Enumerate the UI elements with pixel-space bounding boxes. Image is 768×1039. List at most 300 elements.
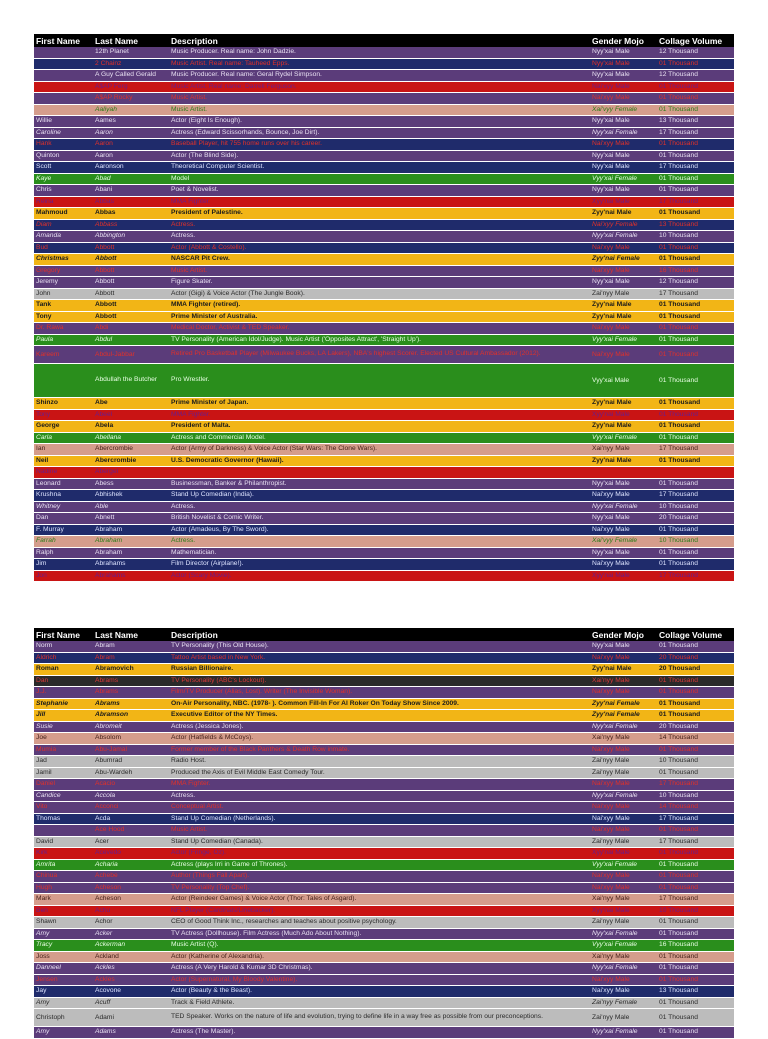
cell-collage-volume: [657, 467, 734, 479]
cell-collage-volume: 01 Thousand: [657, 963, 734, 975]
table-row: [34, 254, 734, 266]
cell-last-name: Abram: [93, 641, 169, 652]
cell-gender-mojo: Vyy'xai Female: [590, 173, 657, 185]
cell-gender-mojo: Nai'xyy Male: [590, 652, 657, 664]
cell-description: MMA Fighter.: [169, 409, 590, 421]
cell-description: Retired Pro Basketball Player (Milwaukee Bucks, LA Lakers), NBA's highest Scorer. Elected US Cultural Ambassador (2012).: [169, 346, 590, 364]
cell-first-name: [34, 70, 93, 82]
cell-collage-volume: 17 Thousand: [657, 813, 734, 825]
cell-last-name: Abercrombie: [93, 455, 169, 467]
cell-gender-mojo: Xai'vyy Female: [590, 104, 657, 116]
table-row: [34, 570, 734, 582]
table-row: [34, 323, 734, 335]
cell-description: MMA Fighter (retired).: [169, 300, 590, 312]
cell-first-name: David: [34, 836, 93, 848]
cell-description: Actress.: [169, 536, 590, 548]
cell-first-name: Caroline: [34, 127, 93, 139]
cell-gender-mojo: Nyy'xai Female: [590, 1027, 657, 1039]
table-row: [34, 882, 734, 894]
table-row: [34, 513, 734, 525]
cell-collage-volume: 01 Thousand: [657, 139, 734, 151]
cell-collage-volume: 01 Thousand: [657, 710, 734, 722]
cell-last-name: Abu-Jamal: [93, 744, 169, 756]
cell-gender-mojo: Nyy'xai Male: [590, 513, 657, 525]
cell-collage-volume: 20 Thousand: [657, 652, 734, 664]
cell-gender-mojo: Zyy'nai Male: [590, 311, 657, 323]
cell-description: Music Producer. Real name: Geral Rydel Simpson.: [169, 70, 590, 82]
cell-last-name: Ace Hood: [93, 825, 169, 837]
cell-collage-volume: 01 Thousand: [657, 882, 734, 894]
cell-collage-volume: 17 Thousand: [657, 196, 734, 208]
cell-collage-volume: 10 Thousand: [657, 905, 734, 917]
cell-collage-volume: 10 Thousand: [657, 231, 734, 243]
cell-last-name: Able: [93, 501, 169, 513]
cell-description: Music Artist. Real name: Darrell Ferguson.: [169, 81, 590, 93]
cell-description: CEO of Good Think Inc., researches and teaches about positive psychology.: [169, 917, 590, 929]
cell-gender-mojo: Nyy'xai Male: [590, 162, 657, 174]
celebrity-table-2: [34, 628, 734, 1039]
cell-collage-volume: 01 Thousand: [657, 432, 734, 444]
cell-collage-volume: 01 Thousand: [657, 859, 734, 871]
cell-collage-volume: 20 Thousand: [657, 513, 734, 525]
table-row: [34, 871, 734, 883]
cell-collage-volume: 20 Thousand: [657, 664, 734, 676]
cell-gender-mojo: Nyy'xai Female: [590, 928, 657, 940]
cell-description: Actor (Supernatural, My Bloody Valentine).: [169, 974, 590, 986]
cell-collage-volume: 13 Thousand: [657, 116, 734, 128]
cell-gender-mojo: Nai'xyy Male: [590, 139, 657, 151]
cell-first-name: John: [34, 288, 93, 300]
table-row: [34, 951, 734, 963]
cell-first-name: Krushna: [34, 490, 93, 502]
cell-gender-mojo: Nyy'xai Male: [590, 150, 657, 162]
cell-collage-volume: 16 Thousand: [657, 940, 734, 952]
cell-gender-mojo: Zai'nyy Male: [590, 836, 657, 848]
cell-description: Actor (Scary Movie).: [169, 570, 590, 582]
cell-description: Tattoo Artist based in New York.: [169, 652, 590, 664]
table-row: [34, 478, 734, 490]
table-row: [34, 467, 734, 479]
table-row: [34, 524, 734, 536]
cell-first-name: Candice: [34, 790, 93, 802]
cell-first-name: Carla: [34, 432, 93, 444]
cell-last-name: Adams: [93, 1027, 169, 1039]
cell-gender-mojo: Xai'vyy Female: [590, 536, 657, 548]
header-gender-mojo: Gender Mojo: [590, 628, 657, 641]
cell-collage-volume: 01 Thousand: [657, 641, 734, 652]
cell-description: Music Artist.: [169, 265, 590, 277]
cell-description: MMA Fighter.: [169, 779, 590, 791]
cell-gender-mojo: Nyy'xai Female: [590, 790, 657, 802]
cell-last-name: Acconci: [93, 802, 169, 814]
cell-first-name: Mumia: [34, 744, 93, 756]
cell-first-name: [34, 104, 93, 116]
cell-first-name: Tony: [34, 311, 93, 323]
cell-description: Actress.: [169, 501, 590, 513]
cell-collage-volume: 12 Thousand: [657, 70, 734, 82]
cell-last-name: Abbott: [93, 288, 169, 300]
cell-gender-mojo: Nai'xyy Male: [590, 323, 657, 335]
cell-gender-mojo: Vyy'xai Female: [590, 432, 657, 444]
table-row: [34, 288, 734, 300]
cell-gender-mojo: Xai'nyy Male: [590, 951, 657, 963]
cell-last-name: Abromeit: [93, 721, 169, 733]
cell-last-name: Abhishek: [93, 490, 169, 502]
cell-description: Music Artist. Real name: Tauheed Epps.: [169, 58, 590, 70]
cell-first-name: Mahmoud: [34, 208, 93, 220]
cell-gender-mojo: Nyy'xai Male: [590, 58, 657, 70]
table-row: [34, 173, 734, 185]
cell-description: Film Director (Airplane!).: [169, 559, 590, 571]
cell-gender-mojo: Nyy'xai Male: [590, 47, 657, 58]
table-row: [34, 421, 734, 433]
cell-collage-volume: 17 Thousand: [657, 894, 734, 906]
cell-first-name: Hugh: [34, 882, 93, 894]
cell-first-name: Dan: [34, 675, 93, 687]
table-body-2: [34, 641, 734, 1038]
table-row: [34, 664, 734, 676]
table-row: [34, 963, 734, 975]
cell-collage-volume: 12 Thousand: [657, 277, 734, 289]
cell-description: Actress (A Very Harold & Kumar 3D Christmas).: [169, 963, 590, 975]
cell-collage-volume: 01 Thousand: [657, 421, 734, 433]
cell-collage-volume: 01 Thousand: [657, 455, 734, 467]
cell-description: Theoretical Computer Scientist.: [169, 162, 590, 174]
cell-first-name: Mark: [34, 894, 93, 906]
cell-gender-mojo: Nyy'xai Female: [590, 501, 657, 513]
table-row: [34, 710, 734, 722]
cell-description: British Novelist & Comic Writer.: [169, 513, 590, 525]
cell-last-name: Aaron: [93, 139, 169, 151]
cell-description: Former member of the Black Panthers & Death Row inmate.: [169, 744, 590, 756]
cell-collage-volume: 01 Thousand: [657, 698, 734, 710]
cell-gender-mojo: Nai'xyy Male: [590, 802, 657, 814]
cell-collage-volume: 17 Thousand: [657, 836, 734, 848]
cell-last-name: Abbott: [93, 311, 169, 323]
cell-collage-volume: 10 Thousand: [657, 790, 734, 802]
cell-gender-mojo: Zyy'nai Male: [590, 300, 657, 312]
cell-last-name: 12th Planet: [93, 47, 169, 58]
cell-description: Actor (Fringe, Oz).: [169, 848, 590, 860]
cell-description: Stand Up Comedian (India).: [169, 490, 590, 502]
cell-gender-mojo: [590, 467, 657, 479]
cell-gender-mojo: Nai'xyy Male: [590, 242, 657, 254]
cell-collage-volume: 12 Thousand: [657, 47, 734, 58]
cell-last-name: Abela: [93, 421, 169, 433]
table-row: [34, 127, 734, 139]
cell-description: Baseball Player, hit 755 home runs over his career.: [169, 139, 590, 151]
cell-last-name: Acacio: [93, 779, 169, 791]
cell-collage-volume: 10 Thousand: [657, 501, 734, 513]
table-row: [34, 859, 734, 871]
table-row: [34, 733, 734, 745]
cell-first-name: [34, 93, 93, 105]
cell-description: TV Personality (Top Chef).: [169, 882, 590, 894]
cell-first-name: Dr. Rawa: [34, 323, 93, 335]
cell-gender-mojo: Nyy'xai Female: [590, 127, 657, 139]
cell-description: Actor (Amadeus, By The Sword).: [169, 524, 590, 536]
cell-first-name: Amrita: [34, 859, 93, 871]
cell-last-name: Abdul: [93, 334, 169, 346]
cell-first-name: Kareem: [34, 346, 93, 364]
cell-first-name: Jensen: [34, 974, 93, 986]
cell-gender-mojo: Nai'xyy Male: [590, 974, 657, 986]
cell-gender-mojo: Zai'nyy Male: [590, 1009, 657, 1027]
cell-last-name: Absolom: [93, 733, 169, 745]
cell-last-name: Abdullah the Butcher: [93, 364, 169, 398]
cell-gender-mojo: Zai'nyy Male: [590, 767, 657, 779]
cell-collage-volume: 01 Thousand: [657, 951, 734, 963]
cell-collage-volume: 01 Thousand: [657, 346, 734, 364]
header-first-name: First Name: [34, 628, 93, 641]
cell-first-name: Jim: [34, 559, 93, 571]
cell-first-name: Kirk: [34, 848, 93, 860]
cell-gender-mojo: Nai'xyy Male: [590, 81, 657, 93]
cell-description: Actress (The Master).: [169, 1027, 590, 1039]
cell-gender-mojo: Vyy'xai Male: [590, 364, 657, 398]
cell-gender-mojo: Zyy'nai Male: [590, 421, 657, 433]
cell-collage-volume: 17 Thousand: [657, 490, 734, 502]
cell-collage-volume: 01 Thousand: [657, 150, 734, 162]
cell-first-name: Daniel: [34, 779, 93, 791]
cell-gender-mojo: Nai'xyy Male: [590, 490, 657, 502]
cell-description: Prime Minister of Japan.: [169, 398, 590, 410]
cell-last-name: A Guy Called Gerald: [93, 70, 169, 82]
cell-description: Actress.: [169, 219, 590, 231]
cell-description: Executive Editor of the NY Times.: [169, 710, 590, 722]
cell-last-name: Abbington: [93, 231, 169, 243]
cell-gender-mojo: Nyy'xai Male: [590, 116, 657, 128]
cell-description: MMA Fighter.: [169, 196, 590, 208]
cell-first-name: Roman: [34, 664, 93, 676]
table-row: [34, 559, 734, 571]
cell-gender-mojo: Nai'xyy Male: [590, 779, 657, 791]
cell-last-name: Aaliyah: [93, 104, 169, 116]
cell-last-name: Abrahams: [93, 559, 169, 571]
cell-gender-mojo: Xai'nyy Male: [590, 733, 657, 745]
cell-first-name: Jamil: [34, 767, 93, 779]
table-row: [34, 836, 734, 848]
cell-description: President of Palestine.: [169, 208, 590, 220]
cell-gender-mojo: Zyy'nai Female: [590, 254, 657, 266]
header-collage-volume: Collage Volume: [657, 34, 734, 47]
cell-last-name: Abraham: [93, 547, 169, 559]
cell-collage-volume: 13 Thousand: [657, 986, 734, 998]
cell-last-name: Acker: [93, 928, 169, 940]
header-collage-volume: Collage Volume: [657, 628, 734, 641]
cell-first-name: F. Murray: [34, 524, 93, 536]
cell-first-name: Joe: [34, 733, 93, 745]
cell-description: Music Artist (Q).: [169, 940, 590, 952]
table-row: [34, 813, 734, 825]
cell-last-name: Abdi: [93, 323, 169, 335]
cell-collage-volume: 01 Thousand: [657, 58, 734, 70]
table-row: [34, 675, 734, 687]
cell-description: Film/TV Producer (Alias, Lost). Writer (The Invisible Woman).: [169, 687, 590, 699]
cell-last-name: Abani: [93, 185, 169, 197]
cell-first-name: Amanda: [34, 231, 93, 243]
cell-description: Actress.: [169, 231, 590, 243]
cell-last-name: Abbott: [93, 254, 169, 266]
cell-first-name: Vito: [34, 802, 93, 814]
table-row: [34, 1027, 734, 1039]
cell-first-name: Amy: [34, 928, 93, 940]
cell-description: Actor (Eight Is Enough).: [169, 116, 590, 128]
table-row: [34, 139, 734, 151]
table-row: [34, 974, 734, 986]
table-row: [34, 848, 734, 860]
cell-collage-volume: 01 Thousand: [657, 928, 734, 940]
cell-first-name: Nadine: [34, 467, 93, 479]
cell-first-name: [34, 81, 93, 93]
table-row: [34, 185, 734, 197]
cell-last-name: A$AP Rocky: [93, 93, 169, 105]
table-row: [34, 698, 734, 710]
cell-first-name: [34, 825, 93, 837]
cell-collage-volume: 01 Thousand: [657, 478, 734, 490]
table-row: [34, 986, 734, 998]
cell-gender-mojo: Zyy'nai Male: [590, 664, 657, 676]
cell-collage-volume: 01 Thousand: [657, 242, 734, 254]
cell-first-name: Paula: [34, 334, 93, 346]
celebrity-table-1: [34, 34, 734, 582]
cell-first-name: Quinton: [34, 150, 93, 162]
cell-description: Music Artist.: [169, 825, 590, 837]
cell-collage-volume: 01 Thousand: [657, 559, 734, 571]
cell-last-name: Abrams: [93, 698, 169, 710]
cell-collage-volume: 01 Thousand: [657, 825, 734, 837]
cell-gender-mojo: Zyy'nai Male: [590, 398, 657, 410]
cell-gender-mojo: Zai'nyy Male: [590, 917, 657, 929]
table-row: [34, 81, 734, 93]
cell-description: Conceptual Artist.: [169, 802, 590, 814]
cell-first-name: Amy: [34, 1027, 93, 1039]
cell-collage-volume: 01 Thousand: [657, 767, 734, 779]
cell-last-name: Ackles: [93, 974, 169, 986]
table-row: [34, 940, 734, 952]
cell-last-name: Abumrad: [93, 756, 169, 768]
cell-gender-mojo: Nai'xyy Male: [590, 559, 657, 571]
cell-collage-volume: 01 Thousand: [657, 323, 734, 335]
cell-collage-volume: 01 Thousand: [657, 334, 734, 346]
cell-gender-mojo: Nyy'xai Male: [590, 70, 657, 82]
table-row: [34, 116, 734, 128]
cell-last-name: Abrams: [93, 687, 169, 699]
cell-description: Track & Field Athlete.: [169, 997, 590, 1009]
header-last-name: Last Name: [93, 628, 169, 641]
table-row: [34, 501, 734, 513]
cell-first-name: Tracy: [34, 940, 93, 952]
cell-description: TV Personality (American Idol/Judge). Music Artist ('Opposites Attract', 'Straight Up').: [169, 334, 590, 346]
table-row: [34, 242, 734, 254]
cell-first-name: Danneel: [34, 963, 93, 975]
cell-last-name: Aaron: [93, 127, 169, 139]
table-row: [34, 490, 734, 502]
cell-first-name: Neil: [34, 455, 93, 467]
cell-first-name: Shawn: [34, 917, 93, 929]
cell-last-name: Abergel: [93, 467, 169, 479]
cell-gender-mojo: Zyy'nai Male: [590, 208, 657, 220]
cell-first-name: Ralph: [34, 547, 93, 559]
cell-description: Produced the Axis of Evil Middle East Comedy Tour.: [169, 767, 590, 779]
cell-first-name: Tony: [34, 409, 93, 421]
cell-last-name: Abrams: [93, 675, 169, 687]
cell-gender-mojo: Vyy'xai Female: [590, 859, 657, 871]
cell-description: Mathematician.: [169, 547, 590, 559]
cell-gender-mojo: Nai'xyy Male: [590, 524, 657, 536]
cell-gender-mojo: Nyy'xai Female: [590, 963, 657, 975]
cell-last-name: Achu: [93, 905, 169, 917]
cell-collage-volume: 16 Thousand: [657, 265, 734, 277]
sheet-table-2: [34, 628, 734, 1039]
cell-collage-volume: 01 Thousand: [657, 364, 734, 398]
table-row: [34, 346, 734, 364]
cell-description: NFL Player (Cardinals/Linebacker).: [169, 905, 590, 917]
table-row: [34, 455, 734, 467]
table-row: [34, 70, 734, 82]
cell-first-name: Jill: [34, 710, 93, 722]
cell-last-name: Abellana: [93, 432, 169, 444]
cell-last-name: Abbass: [93, 219, 169, 231]
cell-gender-mojo: Xyy'nai Male: [590, 848, 657, 860]
cell-collage-volume: 01 Thousand: [657, 687, 734, 699]
cell-description: Medical Doctor, Activist & TED Speaker.: [169, 323, 590, 335]
cell-first-name: Jad: [34, 756, 93, 768]
cell-description: Actor (Hatfields & McCoys).: [169, 733, 590, 745]
table-row: [34, 231, 734, 243]
cell-collage-volume: 01 Thousand: [657, 848, 734, 860]
cell-collage-volume: 01 Thousand: [657, 744, 734, 756]
cell-gender-mojo: Nai'xyy Male: [590, 687, 657, 699]
cell-last-name: Accola: [93, 790, 169, 802]
cell-description: TV Personality (ABC's Lockout).: [169, 675, 590, 687]
cell-first-name: Jon: [34, 570, 93, 582]
cell-gender-mojo: Xyy'nai Male: [590, 905, 657, 917]
cell-description: Actor (Gigi) & Voice Actor (The Jungle Book).: [169, 288, 590, 300]
cell-collage-volume: 01 Thousand: [657, 524, 734, 536]
cell-description: Actress (plays Irri in Game of Thrones).: [169, 859, 590, 871]
cell-last-name: 2 Chainz: [93, 58, 169, 70]
cell-description: Actor (Reindeer Games) & Voice Actor (Thor: Tales of Asgard).: [169, 894, 590, 906]
cell-gender-mojo: Zyy'nai Female: [590, 710, 657, 722]
table-row: [34, 917, 734, 929]
cell-first-name: Christmas: [34, 254, 93, 266]
cell-first-name: [34, 364, 93, 398]
cell-description: Actor (Beauty & the Beast).: [169, 986, 590, 998]
header-first-name: First Name: [34, 34, 93, 47]
cell-first-name: Chinua: [34, 871, 93, 883]
cell-last-name: Abbott: [93, 242, 169, 254]
cell-last-name: Acuff: [93, 997, 169, 1009]
header-description: Description: [169, 628, 590, 641]
cell-collage-volume: 01 Thousand: [657, 398, 734, 410]
cell-gender-mojo: Zyy'nai Female: [590, 698, 657, 710]
cell-description: Russian Billionaire.: [169, 664, 590, 676]
cell-collage-volume: 01 Thousand: [657, 675, 734, 687]
cell-gender-mojo: Xai'nyy Male: [590, 675, 657, 687]
cell-first-name: George: [34, 421, 93, 433]
cell-description: Actor (Abbott & Costello).: [169, 242, 590, 254]
cell-description: Stand Up Comedian (Canada).: [169, 836, 590, 848]
cell-last-name: Ackles: [93, 963, 169, 975]
cell-last-name: Abbott: [93, 277, 169, 289]
cell-description: Figure Skater.: [169, 277, 590, 289]
cell-first-name: Reina: [34, 196, 93, 208]
header-row: [34, 34, 734, 47]
cell-last-name: Acheson: [93, 894, 169, 906]
table-body-1: [34, 47, 734, 582]
cell-gender-mojo: Nai'xyy Male: [590, 825, 657, 837]
